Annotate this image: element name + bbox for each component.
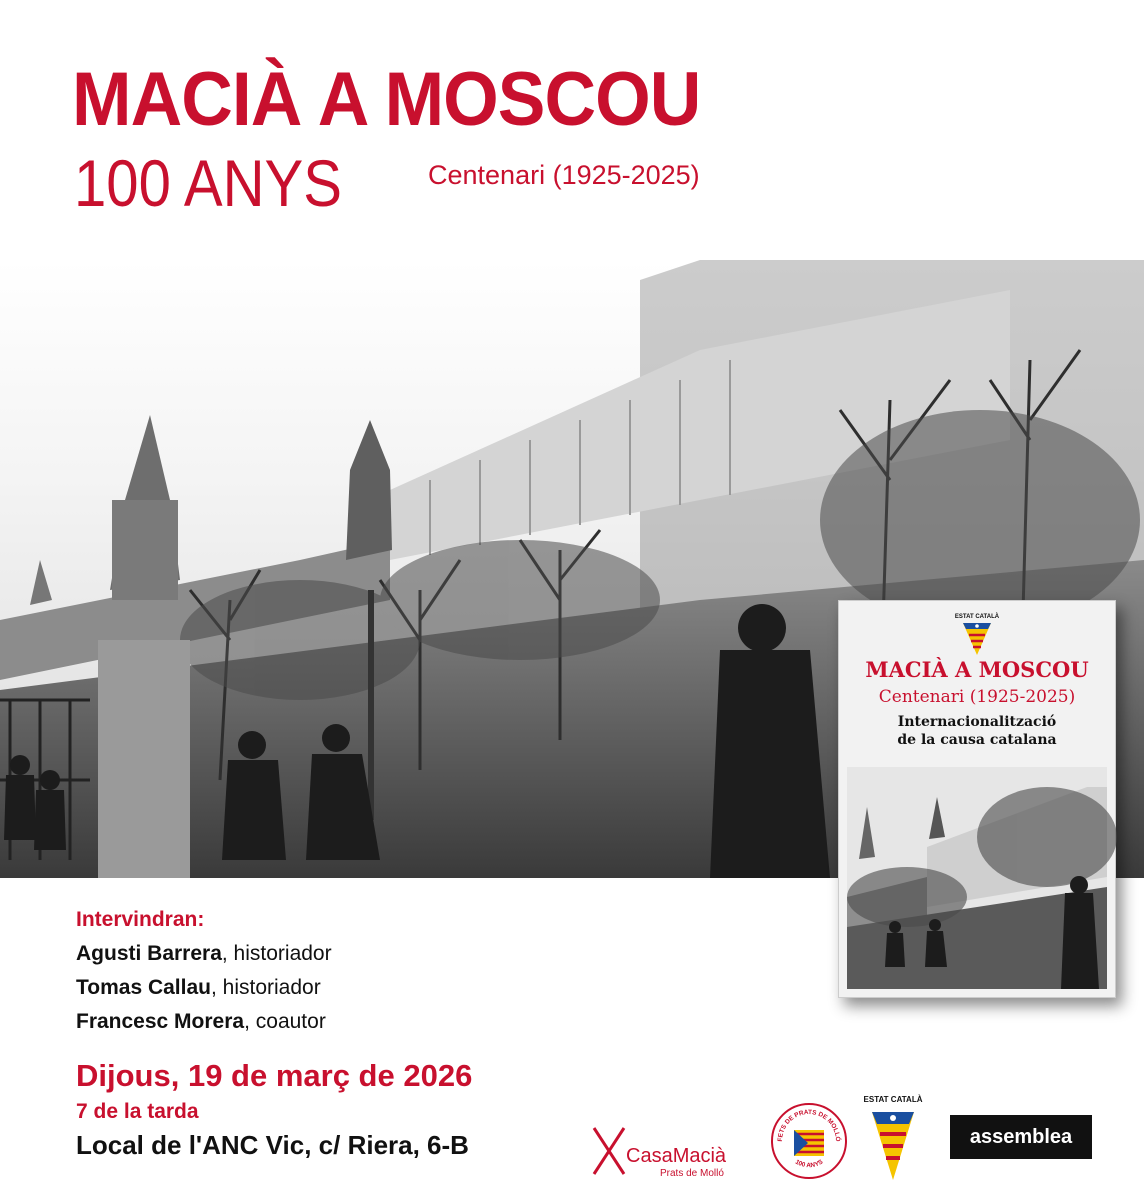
book-theme: [839, 713, 1115, 749]
fets-prats-de-mollo-logo: [770, 1102, 848, 1180]
estat-logo-text: ESTAT CATALÀ: [863, 1095, 923, 1104]
book-theme-line-1: Internacionalització: [897, 714, 1057, 730]
assemblea-logo: assemblea: [950, 1115, 1092, 1159]
speakers-heading: Intervindran:: [76, 908, 205, 931]
speaker-role: , coautor: [244, 1010, 326, 1033]
event-place: Local de l'ANC Vic, c/ Riera, 6-B: [76, 1130, 469, 1160]
speaker-item: [76, 942, 332, 966]
book-cover: [838, 600, 1116, 998]
event-subtitle: 100 ANYS: [74, 146, 343, 220]
casamacia-logo: [590, 1122, 750, 1178]
fets-logo-text: FETS DE PRATS DE MOLLÓ: [776, 1108, 842, 1142]
book-title: MACIÀ A MOSCOU: [865, 657, 1089, 682]
book-logo-text: ESTAT CATALÀ: [954, 614, 1000, 620]
speaker-name: Francesc Morera: [76, 1010, 245, 1033]
speaker-item: [76, 1010, 326, 1034]
event-time: 7 de la tarda: [76, 1100, 199, 1123]
event-date: Dijous, 19 de març de 2026: [76, 1058, 473, 1093]
speaker-role: , historiador: [221, 942, 332, 965]
book-subtitle: Centenari (1925-2025): [878, 687, 1076, 707]
speaker-item: [76, 976, 321, 1000]
speaker-name: Agusti Barrera: [76, 942, 222, 965]
book-cover-photo: [847, 767, 1107, 989]
fets-logo-subtext: 100 ANYS: [793, 1158, 825, 1170]
event-title: MACIÀ A MOSCOU: [72, 57, 701, 142]
book-theme-line-2: de la causa catalana: [897, 732, 1057, 748]
speaker-name: Tomas Callau: [76, 976, 211, 999]
estat-catala-logo: [954, 609, 1000, 657]
estat-catala-logo: [863, 1090, 923, 1182]
casamacia-logo-text: CasaMacià: [626, 1145, 727, 1167]
casamacia-logo-subtext: Prats de Molló: [660, 1168, 724, 1179]
centenari-label: Centenari (1925-2025): [428, 160, 700, 190]
speaker-role: , historiador: [210, 976, 321, 999]
